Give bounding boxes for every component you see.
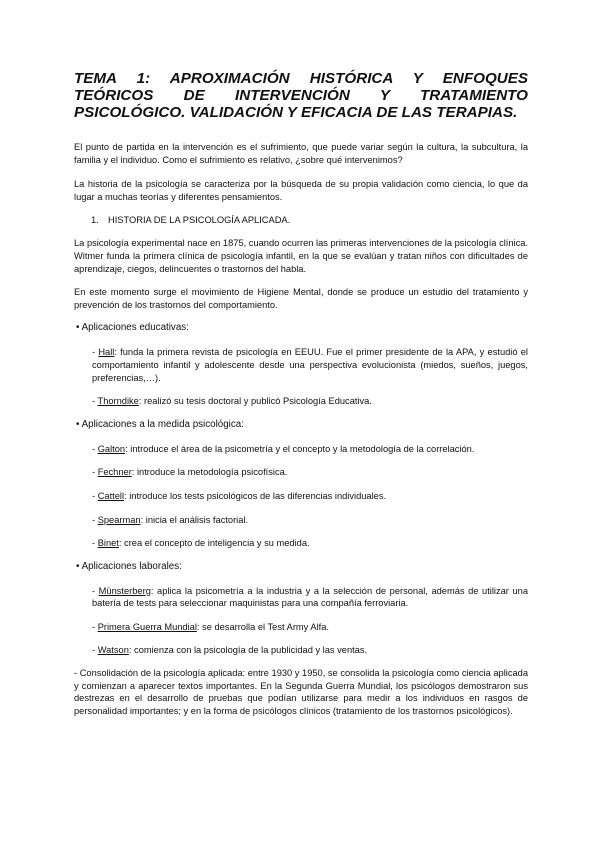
intro-paragraph-2: La historia de la psicología se caracteriza por la búsqueda de su propia validación como ciencia, lo que da lugar a muchas teorías y diferentes pensamientos.	[74, 179, 528, 202]
person-name: Binet	[97, 538, 119, 549]
person-name: Thorndike	[97, 396, 139, 407]
list-item: - Primera Guerra Mundial: se desarrolla el Test Army Alfa.	[92, 621, 329, 632]
person-name: Münsterberg	[98, 585, 151, 596]
list-item: - Watson: comienza con la psicología de la publicidad y las ventas.	[92, 645, 368, 656]
list-item: - Thorndike: realizó su tesis doctoral y publicó Psicología Educativa.	[92, 396, 372, 407]
person-name: Watson	[97, 645, 129, 656]
document-page	[74, 70, 528, 717]
category-educativas: • Aplicaciones educativas:	[76, 322, 189, 334]
closing-paragraph: - Consolidación de la psicología aplicada: entre 1930 y 1950, se consolida la psicología como ciencia aplicada y comienzan a aparecer textos importantes. En la Segunda Guerra Mundial, los psicólogos demostraron sus destrezas en el desarrollo de pruebas que podían utilizarse para medir a los individuos en rasgos de personalidad importantes; y en la forma de psicólogos clínicos (tratamiento de los trastornos psicológicos).	[74, 668, 528, 716]
category-medida: • Aplicaciones a la medida psicológica:	[76, 418, 244, 430]
person-name: Cattell	[97, 490, 125, 501]
list-item: - Münsterberg: aplica la psicometría a la industria y a la selección de personal, además de utilizar una batería de tests para seleccionar maquinistas para una compañía ferroviaria.	[92, 585, 528, 609]
section-title: HISTORIA DE LA PSICOLOGÍA APLICADA.	[108, 215, 291, 226]
person-name: Galton	[97, 443, 126, 454]
body-paragraph-1: La psicología experimental nace en 1875, cuando ocurren las primeras intervenciones de la psicología clínica. Witmer funda la primera clínica de psicología infantil, en la que se evalúan y tratan niños con dificultades de aprendizaje, ciegos, delincuentes o trastornos del habla.	[74, 238, 528, 274]
document-title	[74, 70, 528, 121]
section-number: 1.	[91, 215, 99, 226]
intro-paragraph-1: El punto de partida en la intervención es el sufrimiento, que puede variar según la cultura, la subcultura, la familia y el individuo. Como el sufrimiento es relativo, ¿sobre qué intervenimos?	[74, 142, 528, 165]
list-item: - Galton: introduce el área de la psicometría y el concepto y la metodología de la correlación.	[92, 443, 475, 454]
title-line-2: TEÓRICOS DE INTERVENCIÓN Y TRATAMIENTO	[74, 87, 528, 104]
category-laborales: • Aplicaciones laborales:	[76, 560, 182, 572]
body-paragraph-2: En este momento surge el movimiento de Higiene Mental, donde se produce un estudio del tratamiento y prevención de los trastornos del comportamiento.	[74, 287, 528, 310]
list-item: - Fechner: introduce la metodología psicofísica.	[92, 467, 288, 478]
list-item: - Cattell: introduce los tests psicológicos de las diferencias individuales.	[92, 490, 387, 501]
list-item: - Spearman: inicia el análisis factorial.	[92, 514, 249, 525]
title-line-1: TEMA 1: APROXIMACIÓN HISTÓRICA Y ENFOQUES	[74, 70, 528, 87]
title-line-3: PSICOLÓGICO. VALIDACIÓN Y EFICACIA DE LAS TERAPIAS.	[74, 104, 518, 121]
event-name: Primera Guerra Mundial	[97, 621, 197, 632]
list-item: - Binet: crea el concepto de inteligencia y su medida.	[92, 538, 310, 549]
person-name: Hall	[98, 347, 115, 358]
list-item: - Hall: funda la primera revista de psicología en EEUU. Fue el primer presidente de la APA, y estudió el comportamiento infantil y adolescente desde una perspectiva evolucionista (miedos, sueños, juegos, preferencias,…).	[92, 347, 528, 383]
section-heading	[91, 214, 528, 226]
person-name: Spearman	[97, 514, 141, 525]
person-name: Fechner	[97, 467, 132, 478]
